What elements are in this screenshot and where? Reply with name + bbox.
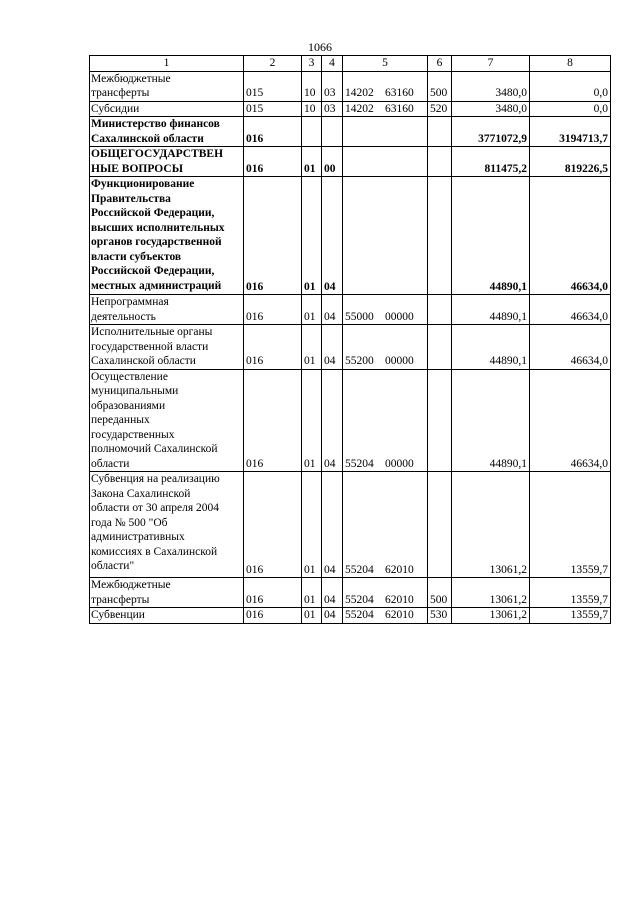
row-value-2015: 0,0 bbox=[530, 101, 611, 117]
target-code-part-b: 62010 bbox=[385, 563, 414, 576]
row-target bbox=[343, 608, 428, 624]
row-section: 01 bbox=[302, 147, 322, 177]
row-subsection: 04 bbox=[322, 608, 343, 624]
table-row bbox=[90, 177, 611, 295]
row-value-2014: 13061,2 bbox=[452, 578, 530, 608]
row-name: Субвенция на реализацию Закона Сахалинской области от 30 апреля 2004 года № 500 "Об административных комиссиях в Сахалинской области" bbox=[90, 472, 244, 578]
row-value-2014: 3480,0 bbox=[452, 71, 530, 101]
table-row bbox=[90, 117, 611, 147]
row-target bbox=[343, 101, 428, 117]
row-type: 530 bbox=[428, 608, 452, 624]
header-row bbox=[90, 56, 611, 72]
row-value-2015: 13559,7 bbox=[530, 578, 611, 608]
header-cell: 5 bbox=[343, 56, 428, 72]
row-section: 01 bbox=[302, 295, 322, 325]
table-row bbox=[90, 71, 611, 101]
row-code: 016 bbox=[244, 578, 302, 608]
row-name: Субвенции bbox=[90, 608, 244, 624]
page-number: 1066 bbox=[308, 40, 332, 54]
header-cell: 2 bbox=[244, 56, 302, 72]
row-type: 500 bbox=[428, 578, 452, 608]
row-value-2015: 46634,0 bbox=[530, 325, 611, 370]
row-value-2015: 0,0 bbox=[530, 71, 611, 101]
row-code: 016 bbox=[244, 177, 302, 295]
row-code: 016 bbox=[244, 147, 302, 177]
target-code-part-b: 00000 bbox=[385, 310, 414, 323]
row-target bbox=[343, 295, 428, 325]
row-name: Министерство финансов Сахалинской области bbox=[90, 117, 244, 147]
row-subsection: 03 bbox=[322, 101, 343, 117]
row-value-2015: 46634,0 bbox=[530, 177, 611, 295]
row-code: 016 bbox=[244, 325, 302, 370]
row-section: 01 bbox=[302, 325, 322, 370]
target-code-part-a: 55200 bbox=[345, 355, 374, 367]
row-section: 01 bbox=[302, 578, 322, 608]
target-code-part-a: 55204 bbox=[345, 563, 374, 576]
row-value-2014: 44890,1 bbox=[452, 177, 530, 295]
row-section: 10 bbox=[302, 71, 322, 101]
row-subsection: 04 bbox=[322, 369, 343, 472]
row-code: 015 bbox=[244, 101, 302, 117]
row-code: 015 bbox=[244, 71, 302, 101]
row-type bbox=[428, 472, 452, 578]
row-subsection: 04 bbox=[322, 472, 343, 578]
header-cell: 4 bbox=[322, 56, 343, 72]
row-type: 520 bbox=[428, 101, 452, 117]
target-code-part-b: 62010 bbox=[385, 593, 414, 606]
target-code-part-b: 62010 bbox=[385, 609, 414, 621]
row-code: 016 bbox=[244, 295, 302, 325]
row-name: Функционирование Правительства Российской Федерации, высших исполнительных органов государственной власти субъектов Российской Федерации, местных администраций bbox=[90, 177, 244, 295]
row-value-2015: 13559,7 bbox=[530, 608, 611, 624]
target-code-part-a: 55204 bbox=[345, 593, 374, 606]
row-code: 016 bbox=[244, 608, 302, 624]
target-code-part-a: 14202 bbox=[345, 87, 374, 99]
row-value-2015: 46634,0 bbox=[530, 369, 611, 472]
row-section: 01 bbox=[302, 472, 322, 578]
row-name: ОБЩЕГОСУДАРСТВЕН НЫЕ ВОПРОСЫ bbox=[90, 147, 244, 177]
row-section: 01 bbox=[302, 369, 322, 472]
row-value-2014: 811475,2 bbox=[452, 147, 530, 177]
row-value-2015: 3194713,7 bbox=[530, 117, 611, 147]
target-code-part-a: 55204 bbox=[345, 609, 374, 621]
row-value-2014: 3480,0 bbox=[452, 101, 530, 117]
row-target bbox=[343, 369, 428, 472]
row-name: Межбюджетные трансферты bbox=[90, 71, 244, 101]
table-row bbox=[90, 147, 611, 177]
row-code: 016 bbox=[244, 117, 302, 147]
row-name: Исполнительные органы государственной власти Сахалинской области bbox=[90, 325, 244, 370]
row-target bbox=[343, 71, 428, 101]
row-type bbox=[428, 295, 452, 325]
row-section: 01 bbox=[302, 177, 322, 295]
row-code: 016 bbox=[244, 472, 302, 578]
row-subsection: 03 bbox=[322, 71, 343, 101]
row-type bbox=[428, 369, 452, 472]
header-cell: 1 bbox=[90, 56, 244, 72]
row-subsection: 04 bbox=[322, 578, 343, 608]
row-code: 016 bbox=[244, 369, 302, 472]
row-name: Межбюджетные трансферты bbox=[90, 578, 244, 608]
target-code-part-b: 00000 bbox=[385, 457, 414, 470]
header-cell: 7 bbox=[452, 56, 530, 72]
row-subsection: 04 bbox=[322, 295, 343, 325]
table-row bbox=[90, 608, 611, 624]
row-value-2014: 13061,2 bbox=[452, 472, 530, 578]
row-subsection bbox=[322, 117, 343, 147]
table-row bbox=[90, 472, 611, 578]
row-target bbox=[343, 177, 428, 295]
row-value-2014: 44890,1 bbox=[452, 295, 530, 325]
row-value-2015: 46634,0 bbox=[530, 295, 611, 325]
row-subsection: 00 bbox=[322, 147, 343, 177]
row-value-2014: 3771072,9 bbox=[452, 117, 530, 147]
header-cell: 3 bbox=[302, 56, 322, 72]
row-target bbox=[343, 325, 428, 370]
row-target bbox=[343, 117, 428, 147]
budget-table bbox=[89, 55, 611, 624]
target-code-part-b: 00000 bbox=[385, 355, 414, 367]
target-code-part-a: 55204 bbox=[345, 457, 374, 470]
target-code-part-b: 63160 bbox=[385, 102, 414, 115]
row-type bbox=[428, 177, 452, 295]
row-section: 10 bbox=[302, 101, 322, 117]
row-value-2015: 13559,7 bbox=[530, 472, 611, 578]
row-value-2015: 819226,5 bbox=[530, 147, 611, 177]
row-subsection: 04 bbox=[322, 325, 343, 370]
header-cell: 6 bbox=[428, 56, 452, 72]
row-name: Непрограммная деятельность bbox=[90, 295, 244, 325]
table-row bbox=[90, 295, 611, 325]
row-name: Субсидии bbox=[90, 101, 244, 117]
row-type bbox=[428, 117, 452, 147]
row-value-2014: 44890,1 bbox=[452, 369, 530, 472]
row-section: 01 bbox=[302, 608, 322, 624]
row-type: 500 bbox=[428, 71, 452, 101]
row-value-2014: 44890,1 bbox=[452, 325, 530, 370]
row-value-2014: 13061,2 bbox=[452, 608, 530, 624]
row-type bbox=[428, 325, 452, 370]
row-type bbox=[428, 147, 452, 177]
table-row bbox=[90, 325, 611, 370]
row-section bbox=[302, 117, 322, 147]
row-name: Осуществление муниципальными образованиями переданных государственных полномочий Сахалинской области bbox=[90, 369, 244, 472]
row-target bbox=[343, 147, 428, 177]
table-row bbox=[90, 101, 611, 117]
table-row bbox=[90, 578, 611, 608]
row-target bbox=[343, 578, 428, 608]
table-row bbox=[90, 369, 611, 472]
header-cell: 8 bbox=[530, 56, 611, 72]
row-target bbox=[343, 472, 428, 578]
row-subsection: 04 bbox=[322, 177, 343, 295]
target-code-part-a: 55000 bbox=[345, 310, 374, 323]
budget-table-body bbox=[90, 56, 611, 624]
target-code-part-b: 63160 bbox=[385, 87, 414, 99]
target-code-part-a: 14202 bbox=[345, 102, 374, 115]
